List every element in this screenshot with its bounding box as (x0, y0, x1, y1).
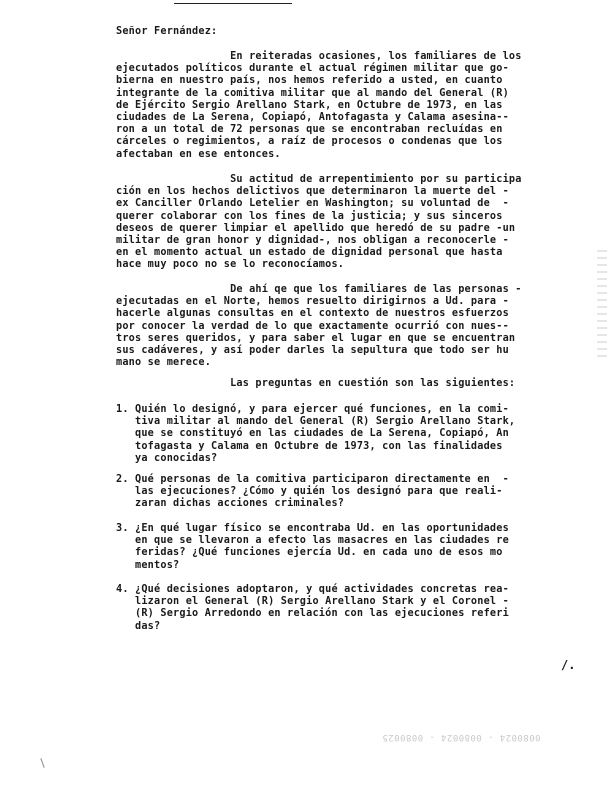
paragraph-2-line: hace muy poco no se lo reconocíamos. (116, 259, 345, 271)
question-4-line: (R) Sergio Arredondo en relación con las ejecuciones referi (116, 608, 509, 620)
paragraph-3-line: ejecutadas en el Norte, hemos resuelto dirigirnos a Ud. para - (116, 296, 509, 308)
paragraph-2-line: Su actitud de arrepentimiento por su participa (116, 174, 522, 185)
salutation: Señor Fernández: (116, 26, 218, 37)
question-4-line: 4. ¿Qué decisiones adoptaron, y qué actividades concretas rea- (116, 584, 509, 595)
paragraph-3-line: hacerle algunas consultas en el contexto de nuestros esfuerzos (116, 308, 509, 320)
paragraph-1-line: integrante de la comitiva militar que al mando del General (R) (116, 87, 509, 99)
page-continuation-mark: /. (561, 658, 576, 672)
paragraph-1-line: ron a un total de 72 personas que se encontraban recluídas en (116, 124, 503, 136)
question-4-line: lizaron el General (R) Sergio Arellano Stark y el Coronel - (116, 596, 509, 608)
question-4-line: das? (116, 620, 161, 632)
scan-mark (40, 758, 44, 768)
question-3-line: feridas? ¿Qué funciones ejercía Ud. en cada uno de esos mo (116, 547, 503, 559)
paragraph-1-line: En reiteradas ocasiones, los familiares de los (116, 51, 522, 62)
paragraph-4-line: Las preguntas en cuestión son las siguientes: (116, 378, 516, 389)
question-1-line: tofagasta y Calama en Octubre de 1973, con las finalidades (116, 440, 503, 452)
question-1-line: que se constituyó en las ciudades de La Serena, Copiapó, An (116, 428, 509, 440)
paragraph-1-line: cárceles o regimientos, a raíz de procesos o condenas que los (116, 136, 503, 148)
paragraph-2-line: militar de gran honor y dignidad-, nos obligan a reconocerle - (116, 235, 509, 246)
question-2-line: las ejecuciones? ¿Cómo y quién los designó para que reali- (116, 486, 503, 498)
question-3-line: mentos? (116, 559, 180, 571)
archive-bleedthrough-stamp: 0080024 - 0080024 - 0080025 (382, 732, 541, 742)
paragraph-2-line: ex Canciller Orlando Letelier en Washington; su voluntad de - (116, 198, 509, 210)
paragraph-1-line: ejecutados políticos durante el actual régimen militar que go- (116, 63, 509, 75)
question-3-line: en que se llevaron a efecto las masacres en las ciudades re (116, 535, 509, 547)
paragraph-3-line: sus cadáveres, y así poder darles la sepultura que todo ser hu (116, 345, 509, 356)
paragraph-1-line: bierna en nuestro país, nos hemos referido a usted, en cuanto (116, 75, 503, 87)
paragraph-3-line: mano se merece. (116, 357, 212, 369)
question-1-line: tiva militar al mando del General (R) Sergio Arellano Stark, (116, 416, 516, 428)
question-2-line: 2. Qué personas de la comitiva participaron directamente en - (116, 474, 509, 485)
paragraph-2-line: querer colaborar con los fines de la justicia; y sus sinceros (116, 210, 503, 222)
paragraph-3-line: tros seres queridos, y para saber el lugar en que se encuentran (116, 332, 516, 344)
question-3-line: 3. ¿En qué lugar físico se encontraba Ud. en las oportunidades (116, 523, 509, 534)
paragraph-1-line: afectaban en ese entonces. (116, 148, 281, 160)
question-2-line: zaran dichas acciones criminales? (116, 498, 345, 510)
paragraph-2-line: en el momento actual un estado de dignidad personal que hasta (116, 247, 503, 259)
paragraph-3-line: por conocer la verdad de lo que exactamente ocurrió con nues-- (116, 320, 509, 332)
paragraph-1-line: de Ejército Sergio Arellano Stark, en Octubre de 1973, en las (116, 99, 503, 111)
margin-bleedthrough (597, 250, 607, 360)
question-1-line: ya conocidas? (116, 452, 218, 464)
paragraph-3-line: De ahí qe que los familiares de las personas - (116, 284, 522, 295)
paragraph-2-line: deseos de querer limpiar el apellido que heredó de su padre -un (116, 222, 516, 234)
paragraph-1-line: ciudades de La Serena, Copiapó, Antofagasta y Calama asesina-- (116, 112, 509, 123)
paragraph-2-line: ción en los hechos delictivos que determinaron la muerte del - (116, 186, 509, 198)
question-1-line: 1. Quién lo designó, y para ejercer qué funciones, en la comi- (116, 404, 509, 415)
top-rule (174, 3, 292, 4)
